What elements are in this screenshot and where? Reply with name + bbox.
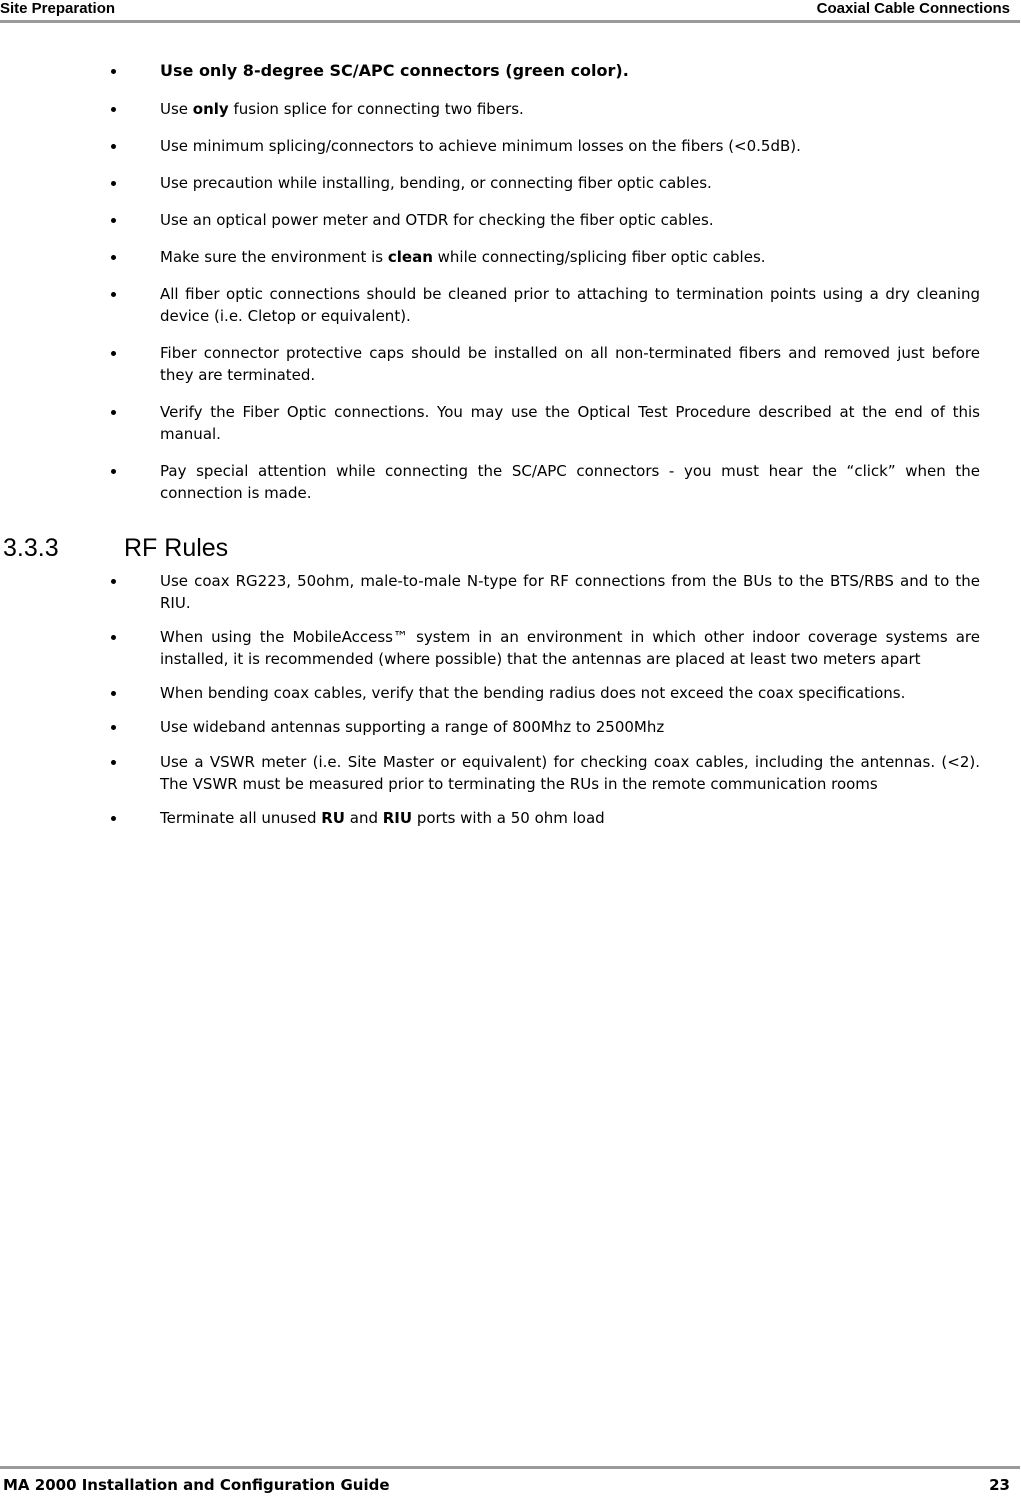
list-item (0, 135, 980, 157)
list-item-text (160, 100, 524, 118)
text-run: fusion splice for connecting two fibers. (228, 100, 524, 118)
list-item-text (160, 684, 905, 702)
bullet-icon (111, 410, 116, 415)
list-item-text (160, 809, 605, 827)
list-item (0, 98, 980, 120)
header-chapter-title: Coaxial Cable Connections (816, 0, 1010, 17)
list-item-text (160, 403, 980, 443)
text-run: All fiber optic connections should be cleaned prior to attaching to termination points using a dry cleaning device (i.e. Cletop or equivalent). (160, 285, 980, 325)
page-number: 23 (989, 1476, 1010, 1494)
list-item-text (160, 285, 980, 325)
bullet-icon (111, 255, 116, 260)
bullet-icon (111, 351, 116, 356)
bullet-icon (111, 760, 116, 765)
rf-rules-list (0, 570, 1021, 829)
text-run: Use coax RG223, 50ohm, male-to-male N-type for RF connections from the BUs to the BTS/RBS and to the RIU. (160, 572, 980, 612)
list-item-text (160, 718, 664, 736)
text-run: When using the MobileAccess™ system in an environment in which other indoor coverage systems are installed, it is recommended (where possible) that the antennas are placed at least two meters apart (160, 628, 980, 668)
text-run: Use precaution while installing, bending, or connecting fiber optic cables. (160, 174, 712, 192)
list-item-text (160, 61, 629, 80)
list-item (0, 283, 980, 327)
bullet-icon (111, 292, 116, 297)
text-run: Fiber connector protective caps should be installed on all non-terminated fibers and removed just before they are terminated. (160, 344, 980, 384)
list-item (0, 626, 980, 670)
list-item (0, 172, 980, 194)
list-item (0, 209, 980, 231)
list-item-text (160, 462, 980, 502)
bullet-icon (111, 691, 116, 696)
emphasis-text: RIU (382, 809, 413, 827)
text-run: Use a VSWR meter (i.e. Site Master or equivalent) for checking coax cables, including the antennas. (<2). The VSWR must be measured prior to terminating the RUs in the remote communication rooms (160, 753, 980, 793)
text-run: Make sure the environment is (160, 248, 388, 266)
list-item-text (160, 572, 980, 612)
footer-divider (0, 1466, 1020, 1469)
list-item-text (160, 753, 980, 793)
page-content (0, 60, 1021, 829)
list-item (0, 682, 980, 704)
text-run: Use an optical power meter and OTDR for checking the fiber optic cables. (160, 211, 714, 229)
bullet-icon (111, 816, 116, 821)
list-item-text (160, 248, 766, 266)
text-run: When bending coax cables, verify that the bending radius does not exceed the coax specifications. (160, 684, 906, 702)
emphasis-text: Use only 8-degree SC/APC connectors (green color). (160, 61, 629, 80)
text-run: and (344, 809, 383, 827)
emphasis-text: RU (321, 809, 345, 827)
bullet-icon (111, 469, 116, 474)
list-item (0, 716, 980, 738)
list-item (0, 60, 980, 82)
bullet-icon (111, 579, 116, 584)
list-item (0, 460, 980, 504)
text-run: ports with a 50 ohm load (412, 809, 605, 827)
bullet-icon (111, 181, 116, 186)
section-number: 3.3.3 (3, 534, 59, 562)
text-run: Use minimum splicing/connectors to achieve minimum losses on the fibers (<0.5dB). (160, 137, 801, 155)
bullet-icon (111, 107, 116, 112)
emphasis-text: only (192, 100, 229, 118)
bullet-icon (111, 69, 116, 74)
section-title: RF Rules (124, 534, 229, 562)
list-item (0, 570, 980, 614)
text-run: Verify the Fiber Optic connections. You may use the Optical Test Procedure described at the end of this manual. (160, 403, 980, 443)
list-item (0, 807, 980, 829)
text-run: while connecting/splicing fiber optic cables. (432, 248, 766, 266)
section-heading (0, 526, 1021, 570)
bullet-icon (111, 144, 116, 149)
text-run: Pay special attention while connecting the SC/APC connectors - you must hear the “click” when the connection is made. (160, 462, 980, 502)
page-header (0, 0, 1010, 19)
footer-document-title: MA 2000 Installation and Configuration Guide (3, 1476, 390, 1494)
bullet-icon (111, 218, 116, 223)
list-item-text (160, 628, 980, 668)
list-item-text (160, 344, 980, 384)
emphasis-text: clean (387, 248, 433, 266)
header-divider (0, 20, 1020, 23)
list-item (0, 401, 980, 445)
header-section-title: Site Preparation (0, 0, 116, 17)
bullet-icon (111, 725, 116, 730)
list-item (0, 246, 980, 268)
list-item-text (160, 137, 801, 155)
list-item (0, 342, 980, 386)
list-item (0, 751, 980, 795)
bullet-icon (111, 635, 116, 640)
list-item-text (160, 174, 712, 192)
text-run: Terminate all unused (160, 809, 322, 827)
list-item-text (160, 211, 714, 229)
text-run: Use wideband antennas supporting a range of 800Mhz to 2500Mhz (160, 718, 665, 736)
fiber-rules-list (0, 60, 1021, 504)
text-run: Use (160, 100, 193, 118)
